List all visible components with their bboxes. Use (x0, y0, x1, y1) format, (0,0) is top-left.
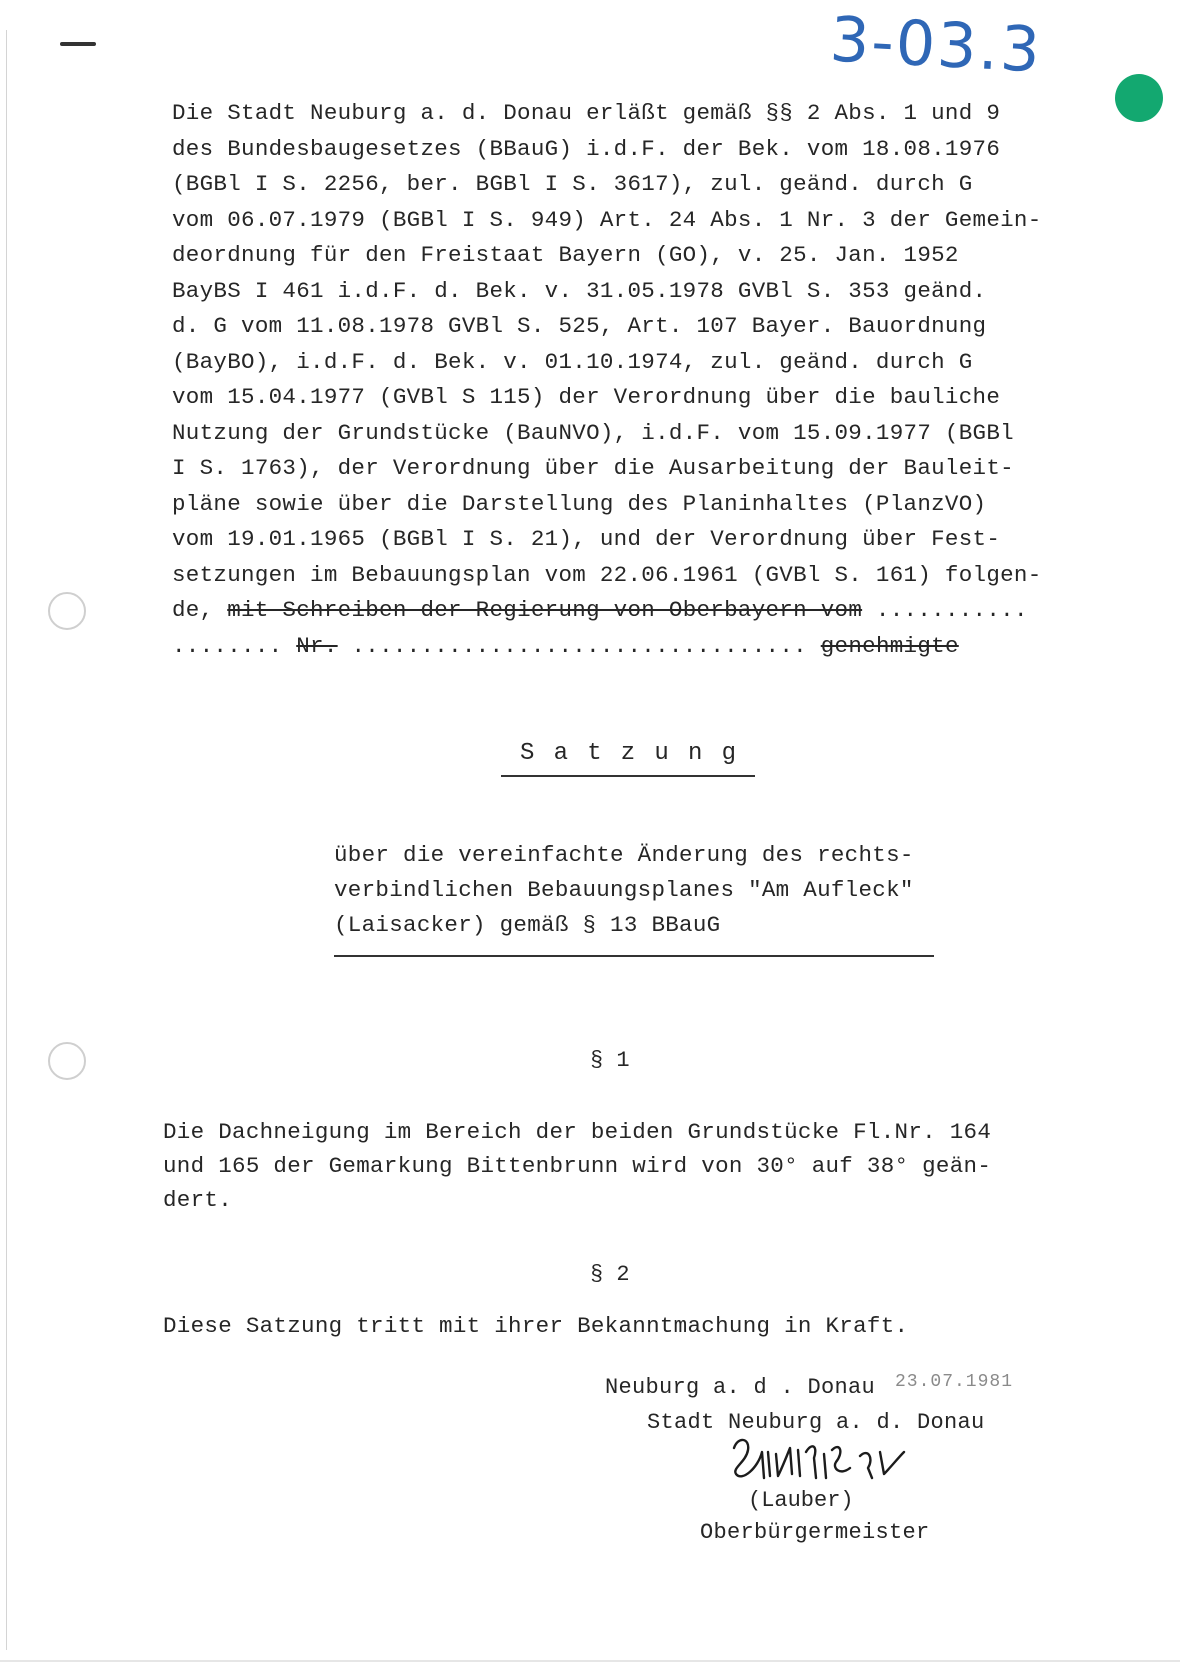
subtitle-line: verbindlichen Bebauungsplanes "Am Aufleck" (334, 877, 914, 903)
struck-text: genehmigte (820, 632, 959, 659)
scan-edge-left (6, 30, 7, 1650)
preamble-line: deordnung für den Freistaat Bayern (GO), v. 25. Jan. 1952 (172, 242, 959, 268)
subtitle (334, 838, 954, 943)
preamble-line: BayBS I 461 i.d.F. d. Bek. v. 31.05.1978 GVBl S. 353 geänd. (172, 277, 987, 304)
stamped-date: 23.07.1981 (895, 1372, 1014, 1392)
preamble-line: I S. 1763), der Verordnung über die Ausarbeitung der Bauleit- (172, 455, 1014, 481)
preamble-line-lead: de, (172, 597, 228, 623)
signature-place: Neuburg a. d . Donau (605, 1375, 876, 1400)
preamble-line: (BayBO), i.d.F. d. Bek. v. 01.10.1974, zul. geänd. durch G (172, 348, 973, 375)
section-heading-1: § 1 (590, 1048, 630, 1073)
signatory-office: Oberbürgermeister (700, 1520, 930, 1545)
struck-text: mit Schreiben der Regierung von Oberbayern vom (227, 597, 863, 623)
preamble-line: vom 06.07.1979 (BGBl I S. 949) Art. 24 Abs. 1 Nr. 3 der Gemein- (172, 206, 1042, 233)
preamble-line (172, 593, 1092, 629)
struck-text: Nr. (296, 632, 338, 659)
preamble-line: (BGBl I S. 2256, ber. BGBl I S. 3617), zul. geänd. durch G (172, 171, 973, 197)
section-1-line: und 165 der Gemarkung Bittenbrunn wird von 30° auf 38° geän- (163, 1153, 992, 1179)
section-1-line: Die Dachneigung im Bereich der beiden Grundstücke Fl.Nr. 164 (163, 1119, 992, 1145)
preamble-line: d. G vom 11.08.1978 GVBl S. 525, Art. 107 Bayer. Bauordnung (172, 313, 987, 339)
subtitle-line: (Laisacker) gemäß § 13 BBauG (334, 912, 721, 938)
document-title: Satzung (501, 740, 755, 777)
scan-corner-mark (60, 42, 96, 46)
preamble-line: Nutzung der Grundstücke (BauNVO), i.d.F. vom 15.09.1977 (BGBl (172, 419, 1014, 446)
preamble-line: des Bundesbaugesetzes (BBauG) i.d.F. der Bek. vom 18.08.1976 (172, 135, 1001, 162)
preamble-line: vom 15.04.1977 (GVBl S 115) der Verordnung über die bauliche (172, 384, 1001, 410)
dotted-leader: ........ (172, 632, 297, 659)
section-heading-2: § 2 (590, 1262, 630, 1287)
subtitle-line: über die vereinfachte Änderung des rechts- (334, 842, 914, 868)
section-1-body (163, 1115, 1123, 1217)
title-block (0, 740, 1180, 777)
preamble-line: Die Stadt Neuburg a. d. Donau erläßt gemäß §§ 2 Abs. 1 und 9 (172, 100, 1001, 126)
section-1-line: dert. (163, 1187, 233, 1213)
subtitle-underline (334, 955, 934, 957)
section-2-body: Diese Satzung tritt mit ihrer Bekanntmachung in Kraft. (163, 1313, 909, 1339)
handwritten-signature-icon (728, 1428, 928, 1490)
punch-hole-icon (48, 1042, 86, 1080)
handwritten-file-number: 3-03.3 (828, 2, 1044, 87)
preamble-line: pläne sowie über die Darstellung des Planinhaltes (PlanzVO) (172, 490, 987, 517)
green-sticker-dot (1115, 74, 1163, 122)
dotted-leader: ........... (862, 597, 1028, 623)
preamble-line (172, 629, 1092, 665)
signature-authority: Stadt Neuburg a. d. Donau (647, 1410, 985, 1435)
preamble (172, 96, 1092, 664)
punch-hole-icon (48, 592, 86, 630)
preamble-line: setzungen im Bebauungsplan vom 22.06.1961 (GVBl S. 161) folgen- (172, 561, 1042, 588)
dotted-leader: ................................. (337, 632, 821, 659)
signatory-name: (Lauber) (748, 1488, 854, 1513)
preamble-line: vom 19.01.1965 (BGBl I S. 21), und der Verordnung über Fest- (172, 526, 1001, 552)
scan-edge-bottom (0, 1660, 1180, 1662)
